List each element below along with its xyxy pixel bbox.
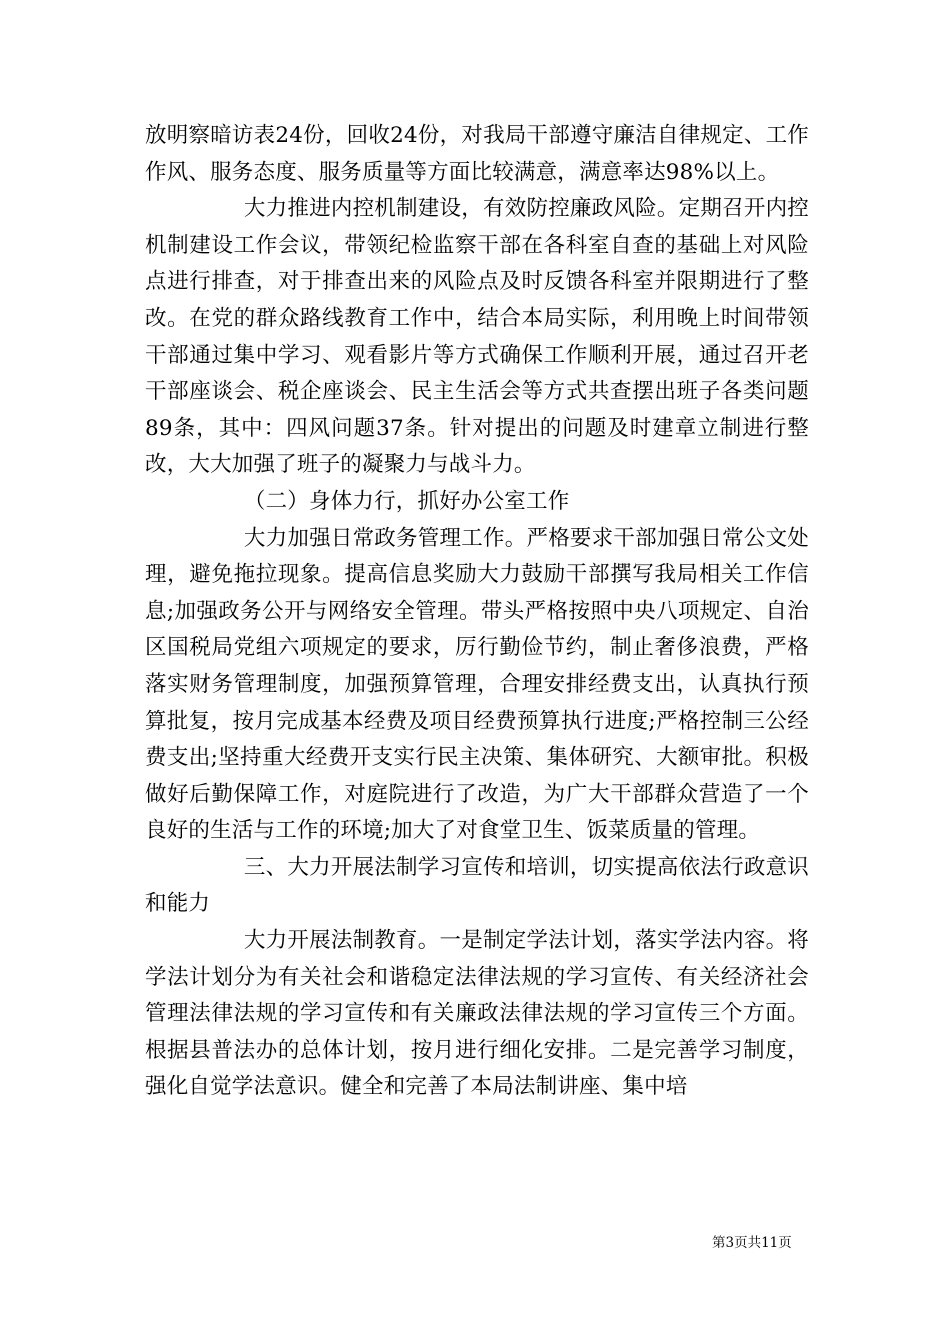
- document-body: [145, 118, 809, 1106]
- section-heading-legal-education: 三、大力开展法制学习宣传和培训，切实提高依法行政意识和能力: [145, 854, 809, 917]
- page-number: 第3页共11页: [712, 1235, 792, 1251]
- paragraph-legal-education: 大力开展法制教育。一是制定学法计划，落实学法内容。将学法计划分为有关社会和谐稳定法律法规的学习宣传、有关经济社会管理法律法规的学习宣传和有关廉政法律法规的学习宣传三个方面。根据县普法办的总体计划，按月进行细化安排。二是完善学习制度，强化自觉学法意识。健全和完善了本局法制讲座、集中培: [145, 928, 809, 1100]
- paragraph-satisfaction-survey: 放明察暗访表24份，回收24份，对我局干部遵守廉洁自律规定、工作作风、服务态度、服务质量等方面比较满意，满意率达98%以上。: [145, 123, 809, 185]
- section-heading-office-work: （二）身体力行，抓好办公室工作: [243, 488, 570, 514]
- paragraph-government-affairs: 大力加强日常政务管理工作。严格要求干部加强日常公文处理，避免拖拉现象。提高信息奖励大力鼓励干部撰写我局相关工作信息;加强政务公开与网络安全管理。带头严格按照中央八项规定、自治区国税局党组六项规定的要求，厉行勤俭节约，制止奢侈浪费，严格落实财务管理制度，加强预算管理，合理安排经费支出，认真执行预算批复，按月完成基本经费及项目经费预算执行进度;严格控制三公经费支出;坚持重大经费开支实行民主决策、集体研究、大额审批。积极做好后勤保障工作，对庭院进行了改造，为广大干部群众营造了一个良好的生活与工作的环境;加大了对食堂卫生、饭菜质量的管理。: [145, 525, 809, 844]
- paragraph-internal-control: 大力推进内控机制建设，有效防控廉政风险。定期召开内控机制建设工作会议，带领纪检监察干部在各科室自查的基础上对风险点进行排查，对于排查出来的风险点及时反馈各科室并限期进行了整改。在党的群众路线教育工作中，结合本局实际，利用晚上时间带领干部通过集中学习、观看影片等方式确保工作顺利开展，通过召开老干部座谈会、税企座谈会、民主生活会等方式共查摆出班子各类问题89条，其中：四风问题37条。针对提出的问题及时建章立制进行整改，大大加强了班子的凝聚力与战斗力。: [145, 196, 809, 478]
